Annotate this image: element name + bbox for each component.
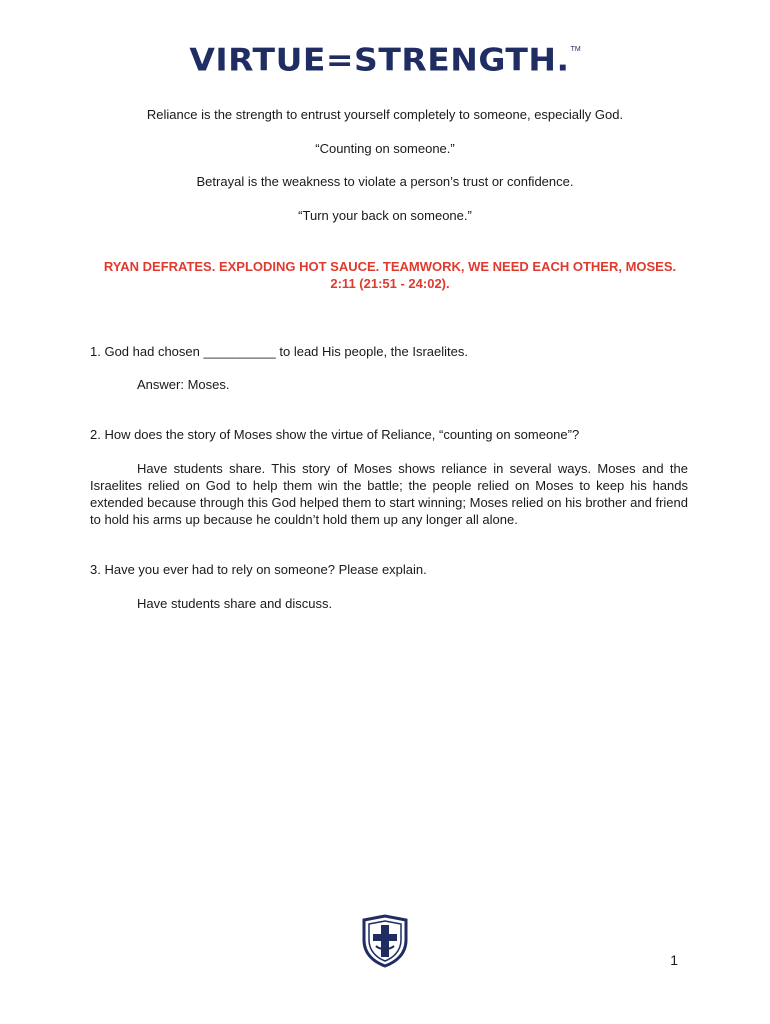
video-title <box>90 258 690 292</box>
answer-2-text: Have students share. This story of Moses shows reliance in several ways. Moses and the Israelites relied on God to help them win the battle; the people relied on Moses to keep his hands extended because through this God helped them to start winning; Moses relied on his brother and friend to hold his arms up because he couldn’t hold them up any longer all alone. <box>90 461 688 527</box>
answer-1: Answer: Moses. <box>137 377 230 392</box>
betrayal-quote: “Turn your back on someone.” <box>298 208 472 223</box>
logo-text: VIRTUE=STRENGTH. <box>189 40 570 79</box>
logo-trademark: TM <box>570 46 581 53</box>
video-title-line-1: RYAN DEFRATES. EXPLODING HOT SAUCE. TEAMWORK, WE NEED EACH OTHER, MOSES. <box>103 259 677 274</box>
question-2: 2. How does the story of Moses show the virtue of Reliance, “counting on someone”? <box>90 427 580 442</box>
virtue-strength-logo <box>0 40 770 79</box>
answer-3: Have students share and discuss. <box>137 596 333 611</box>
question-1: 1. God had chosen __________ to lead His people, the Israelites. <box>90 344 468 359</box>
answer-2 <box>90 460 688 528</box>
question-3: 3. Have you ever had to rely on someone? Please explain. <box>90 562 427 577</box>
reliance-quote: “Counting on someone.” <box>315 141 455 156</box>
reliance-definition: Reliance is the strength to entrust yourself completely to someone, especially God. <box>146 107 624 122</box>
betrayal-definition: Betrayal is the weakness to violate a person’s trust or confidence. <box>196 174 574 189</box>
video-title-line-2: 2:11 (21:51 - 24:02). <box>330 276 450 291</box>
shield-cross-icon <box>360 914 410 968</box>
page-number: 1 <box>670 952 678 968</box>
